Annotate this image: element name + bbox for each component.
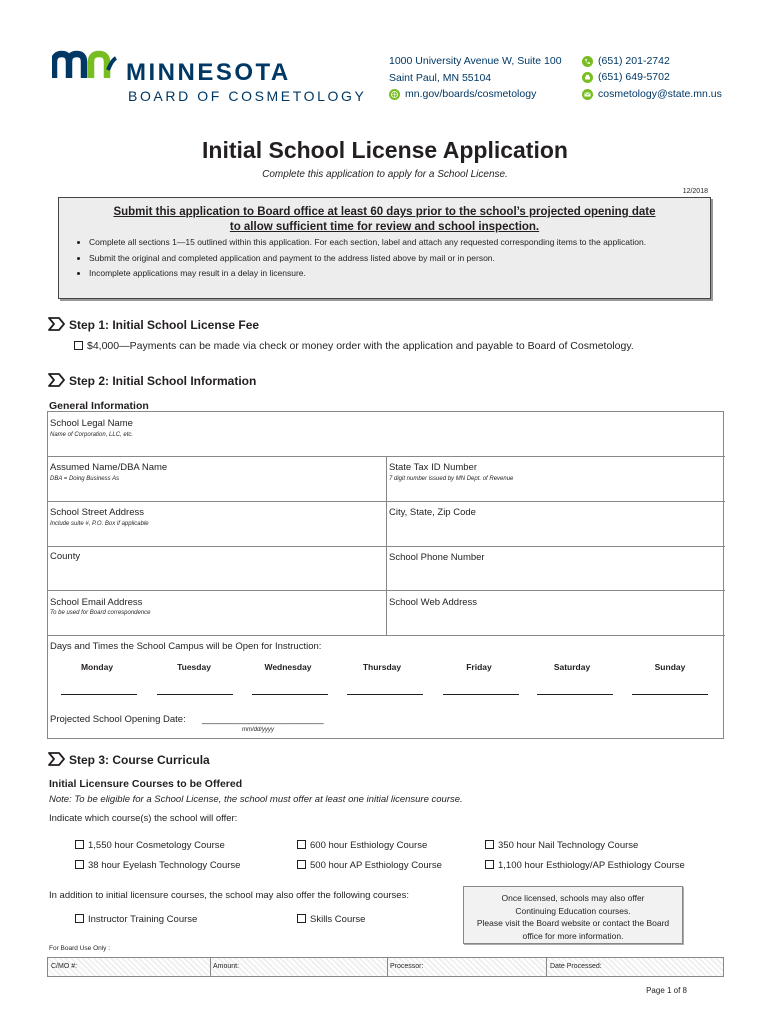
- additional-courses-text: In addition to initial licensure courses, the school may also offer the following courses:: [49, 890, 409, 901]
- course-label: 500 hour AP Esthiology Course: [310, 860, 442, 871]
- course-checkbox[interactable]: [75, 914, 84, 923]
- email-text: cosmetology@state.mn.us: [598, 88, 722, 100]
- processor-cell: Processor:: [390, 963, 424, 970]
- amount-cell: Amount:: [213, 963, 240, 970]
- sunday-hours-field[interactable]: [632, 694, 708, 695]
- school-phone-field[interactable]: School Phone Number: [389, 552, 485, 563]
- course-label: Skills Course: [310, 914, 366, 925]
- course-option[interactable]: [297, 840, 427, 851]
- day-saturday: Saturday: [553, 662, 591, 672]
- address-line2: Saint Paul, MN 55104: [389, 72, 492, 84]
- day-thursday: Thursday: [362, 662, 402, 672]
- general-info-heading: General Information: [49, 400, 149, 412]
- globe-icon: [389, 89, 400, 100]
- website-link[interactable]: [389, 88, 536, 100]
- city-state-zip-field[interactable]: City, State, Zip Code: [389, 507, 476, 518]
- opening-date-label: Projected School Opening Date:: [50, 714, 186, 725]
- course-option[interactable]: [75, 860, 240, 871]
- org-name: MINNESOTA: [126, 59, 291, 86]
- course-checkbox[interactable]: [297, 860, 306, 869]
- page-subtitle: Complete this application to apply for a School License.: [262, 169, 508, 180]
- mn-logo-icon: [52, 50, 118, 85]
- tax-id-note: 7 digit number issued by MN Dept. of Revenue: [389, 476, 514, 482]
- phone-text: (651) 201-2742: [598, 55, 670, 67]
- days-times-label: Days and Times the School Campus will be Open for Instruction:: [50, 641, 322, 652]
- legal-name-field[interactable]: School Legal Name: [50, 418, 133, 429]
- revision-date: 12/2018: [682, 188, 708, 195]
- course-option[interactable]: [297, 860, 442, 871]
- email-link[interactable]: [582, 88, 722, 100]
- step-arrow-icon: [48, 373, 65, 392]
- notice-box: [58, 197, 711, 299]
- notice-bullet: • Submit the original and completed application and payment to the address listed above by mail or in person.: [89, 251, 646, 267]
- page-number: Page 1 of 8: [646, 986, 687, 995]
- street-address-note: Include suite #, P.O. Box if applicable: [50, 521, 149, 527]
- continuing-education-info: Once licensed, schools may also offer Continuing Education courses. Please visit the Board website or contact the Board office for more information.: [463, 886, 683, 944]
- additional-course-option[interactable]: [297, 914, 365, 925]
- step-arrow-icon: [48, 752, 65, 771]
- day-sunday: Sunday: [654, 662, 686, 672]
- course-label: 350 hour Nail Technology Course: [498, 840, 639, 851]
- fee-text: $4,000—Payments can be made via check or money order with the application and payable to Board of Cosmetology.: [87, 340, 634, 352]
- course-label: 1,100 hour Esthiology/AP Esthiology Course: [498, 860, 685, 871]
- day-wednesday: Wednesday: [264, 662, 312, 672]
- day-monday: Monday: [80, 662, 114, 672]
- course-checkbox[interactable]: [485, 840, 494, 849]
- course-label: 1,550 hour Cosmetology Course: [88, 840, 225, 851]
- office-use-label: For Board Use Only :: [49, 945, 111, 952]
- step-arrow-icon: [48, 317, 65, 336]
- course-option[interactable]: [485, 840, 638, 851]
- org-subtitle: BOARD OF COSMETOLOGY: [128, 88, 367, 104]
- date-processed-cell: Date Processed:: [550, 963, 602, 970]
- dba-note: DBA = Doing Business As: [50, 476, 120, 482]
- opening-date-format: mm/dd/yyyy: [242, 727, 275, 733]
- school-web-field[interactable]: School Web Address: [389, 597, 478, 608]
- course-label: 600 hour Esthiology Course: [310, 840, 428, 851]
- phone-item: [582, 55, 670, 67]
- office-use-table: [47, 957, 724, 977]
- website-text: mn.gov/boards/cosmetology: [405, 88, 537, 100]
- course-checkbox[interactable]: [485, 860, 494, 869]
- step1-title: Step 1: Initial School License Fee: [69, 318, 260, 332]
- school-email-field[interactable]: School Email Address: [50, 597, 143, 608]
- day-tuesday: Tuesday: [177, 662, 211, 672]
- street-address-field[interactable]: School Street Address: [50, 507, 144, 518]
- course-label: 38 hour Eyelash Technology Course: [88, 860, 241, 871]
- course-option[interactable]: [485, 860, 685, 871]
- courses-heading: Initial Licensure Courses to be Offered: [49, 778, 243, 790]
- legal-name-note: Name of Corporation, LLC, etc.: [50, 432, 134, 438]
- course-checkbox[interactable]: [297, 914, 306, 923]
- envelope-icon: [582, 89, 593, 100]
- wednesday-hours-field[interactable]: [252, 694, 328, 695]
- course-checkbox[interactable]: [297, 840, 306, 849]
- fee-option[interactable]: [74, 340, 634, 352]
- thursday-hours-field[interactable]: [347, 694, 423, 695]
- notice-bullet: • Incomplete applications may result in a delay in licensure.: [89, 266, 646, 282]
- fax-text: (651) 649-5702: [598, 71, 670, 83]
- course-label: Instructor Training Course: [88, 914, 198, 925]
- address-line1: 1000 University Avenue W, Suite 100: [389, 55, 562, 67]
- notice-headline: Submit this application to Board office at least 60 days prior to the school’s projected opening date to allow sufficient time for review and school inspection.: [113, 206, 656, 233]
- tuesday-hours-field[interactable]: [157, 694, 233, 695]
- fax-item: [582, 71, 670, 83]
- fax-icon: [582, 72, 593, 83]
- additional-course-option[interactable]: [75, 914, 197, 925]
- friday-hours-field[interactable]: [443, 694, 519, 695]
- opening-date-field[interactable]: _______________________: [202, 714, 324, 725]
- course-option[interactable]: [75, 840, 225, 851]
- notice-bullets: [75, 235, 646, 282]
- notice-bullet: • Complete all sections 1—15 outlined within this application. For each section, label and attach any requested corresponding items to the application.: [89, 235, 646, 251]
- courses-indicate: Indicate which course(s) the school will offer:: [49, 813, 238, 824]
- saturday-hours-field[interactable]: [537, 694, 613, 695]
- dba-field[interactable]: Assumed Name/DBA Name: [50, 462, 168, 473]
- step3-title: Step 3: Course Curricula: [69, 753, 210, 767]
- tax-id-field[interactable]: State Tax ID Number: [389, 462, 478, 473]
- cmo-cell: C/MO #:: [51, 963, 78, 970]
- page-title: Initial School License Application: [202, 137, 568, 163]
- general-info-form: [47, 411, 724, 739]
- step2-title: Step 2: Initial School Information: [69, 374, 257, 388]
- course-checkbox[interactable]: [75, 840, 84, 849]
- phone-icon: [582, 56, 593, 67]
- course-checkbox[interactable]: [75, 860, 84, 869]
- day-friday: Friday: [466, 662, 492, 672]
- school-email-note: To be used for Board correspondence: [50, 610, 151, 616]
- monday-hours-field[interactable]: [61, 694, 137, 695]
- fee-checkbox[interactable]: [74, 341, 83, 350]
- courses-note: Note: To be eligible for a School License, the school must offer at least one initial licensure course.: [49, 794, 463, 805]
- county-field[interactable]: County: [50, 551, 81, 562]
